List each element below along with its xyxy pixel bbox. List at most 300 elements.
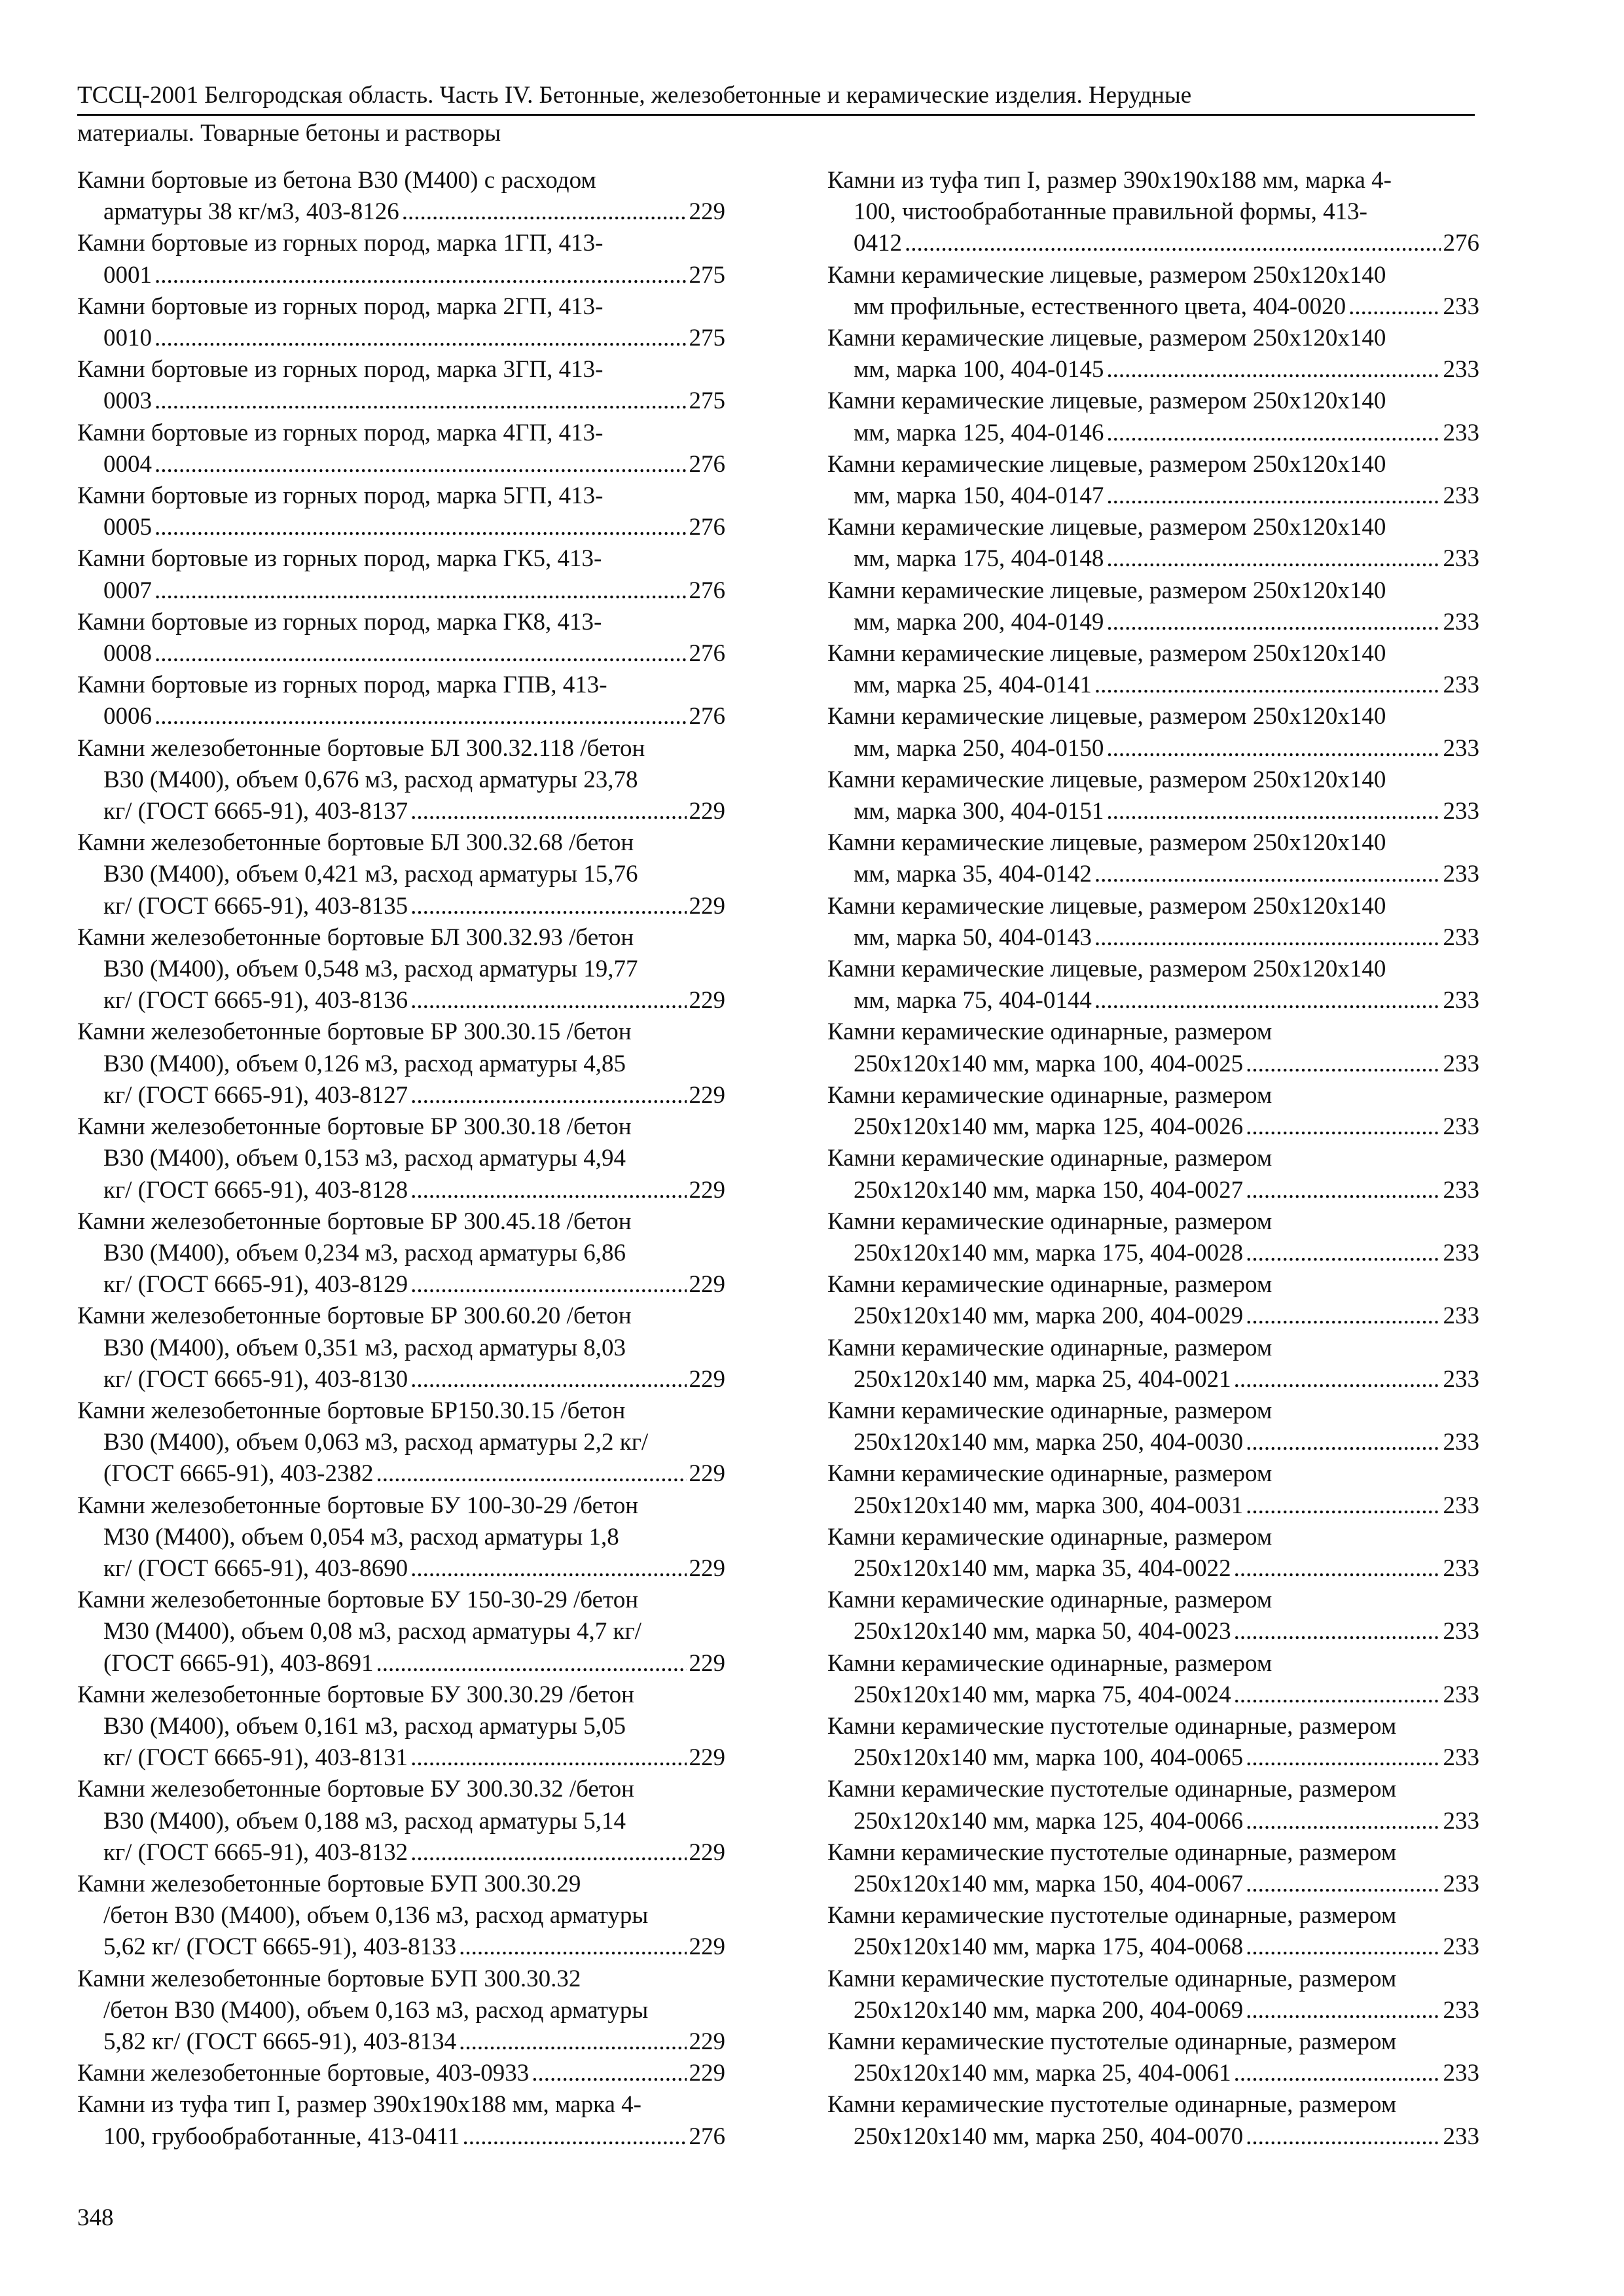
index-entry-code: мм, марка 250, 404-0150 (854, 734, 1104, 762)
index-entry (77, 1206, 725, 1301)
index-entry-last-line (827, 543, 1479, 575)
index-entry (827, 512, 1479, 575)
index-entry-last-line (827, 1175, 1479, 1206)
index-entry (827, 1648, 1479, 1711)
dot-leader (154, 575, 687, 607)
index-entry (827, 891, 1479, 954)
dot-leader (459, 2026, 686, 2058)
dot-leader (1234, 1364, 1441, 1395)
index-entry-line: Камни керамические пустотелые одинарные, размером (827, 2028, 1397, 2055)
dot-leader (1234, 1553, 1441, 1585)
index-entry-last-line (77, 1553, 725, 1585)
index-entry-page: 229 (689, 987, 725, 1014)
index-entry-line: Камни бортовые из бетона В30 (М400) с расходом (77, 167, 596, 194)
dot-leader (1106, 796, 1440, 827)
index-entry (827, 1711, 1479, 1774)
index-entry-code: 0412 (854, 230, 902, 257)
index-entry-page: 233 (1443, 798, 1479, 825)
index-entry-code: 0007 (103, 577, 152, 604)
index-entry-line: В30 (М400), объем 0,421 м3, расход арматуры 15,76 (103, 861, 638, 888)
index-entry-code: 0006 (103, 703, 152, 730)
index-entry-code: мм, марка 100, 404-0145 (854, 356, 1104, 384)
index-entry-page: 233 (1443, 1996, 1479, 2024)
index-entry-line: М30 (М400), объем 0,054 м3, расход арматуры 1,8 (103, 1523, 619, 1551)
index-entry-last-line (77, 1458, 725, 1490)
index-entry (827, 1143, 1479, 1206)
index-entry-last-line (77, 1175, 725, 1206)
index-entry-line: Камни керамические пустотелые одинарные, размером (827, 1902, 1397, 1929)
index-entry-line: Камни железобетонные бортовые БЛ 300.32.68 /бетон (77, 829, 634, 857)
index-entry-page: 229 (689, 2060, 725, 2087)
index-entry (827, 1206, 1479, 1269)
index-entry (827, 323, 1479, 386)
index-entry-line: Камни бортовые из горных пород, марка 3ГП, 413- (77, 356, 604, 384)
index-entry-code: 0008 (103, 640, 152, 668)
index-entry-line: В30 (М400), объем 0,188 м3, расход арматуры 5,14 (103, 1807, 626, 1835)
dot-leader (1106, 418, 1440, 449)
index-entry (77, 670, 725, 732)
index-entry-page: 276 (689, 640, 725, 668)
index-entry-last-line (827, 1490, 1479, 1522)
dot-leader (410, 1080, 686, 1111)
dot-leader (154, 701, 687, 732)
dot-leader (905, 228, 1441, 259)
index-entry-page: 233 (1443, 1050, 1479, 1077)
index-entry-code: арматуры 38 кг/м3, 403-8126 (103, 198, 399, 226)
index-entry-code: 0005 (103, 514, 152, 541)
index-entry (827, 1900, 1479, 1963)
index-entry-last-line (827, 291, 1479, 323)
index-entry-last-line (77, 323, 725, 354)
index-entry (77, 607, 725, 670)
index-entry (77, 228, 725, 291)
index-entry-page: 229 (689, 1554, 725, 1582)
index-entry-code: 0001 (103, 261, 152, 289)
index-entry-line: Камни железобетонные бортовые БУ 100-30-29 /бетон (77, 1492, 639, 1519)
index-entry-last-line (77, 575, 725, 607)
index-entry-page: 229 (689, 1365, 725, 1393)
index-entry-page: 233 (1443, 608, 1479, 636)
index-entry-line: Камни керамические одинарные, размером (827, 1145, 1272, 1172)
index-entry (827, 1395, 1479, 1458)
index-entry-line: Камни железобетонные бортовые БР 300.30.18 /бетон (77, 1113, 632, 1141)
dot-leader (1246, 2121, 1440, 2153)
index-entry (77, 418, 725, 480)
index-entry-page: 233 (1443, 545, 1479, 573)
index-entry-page: 233 (1443, 293, 1479, 320)
index-entry-line: Камни керамические лицевые, размером 250х120х140 (827, 956, 1386, 983)
index-entry (827, 1333, 1479, 1395)
index-entry (827, 1964, 1479, 2026)
index-entry-last-line (827, 1806, 1479, 1837)
index-entry-page: 276 (689, 577, 725, 604)
index-entry-line: Камни железобетонные бортовые БР 300.60.20 /бетон (77, 1302, 632, 1330)
index-entry-code: 250х120х140 мм, марка 25, 404-0021 (854, 1365, 1231, 1393)
dot-leader (154, 638, 687, 670)
index-entry-page: 229 (689, 1081, 725, 1109)
index-entry-code: 0003 (103, 387, 152, 415)
index-entry (827, 1080, 1479, 1143)
index-entry-line: Камни керамические пустотелые одинарные, размером (827, 1776, 1397, 1803)
index-entry-line: Камни керамические лицевые, размером 250х120х140 (827, 829, 1386, 857)
index-entry-line: Камни бортовые из горных пород, марка ГК5, 413- (77, 545, 602, 573)
index-entry-code: 250х120х140 мм, марка 250, 404-0030 (854, 1429, 1244, 1456)
index-entry-line: Камни керамические одинарные, размером (827, 1649, 1272, 1677)
index-entry-line: Камни керамические лицевые, размером 250х120х140 (827, 450, 1386, 478)
index-entry-page: 276 (689, 2123, 725, 2150)
index-entry-code: мм, марка 50, 404-0143 (854, 924, 1092, 951)
index-entry-code: кг/ (ГОСТ 6665-91), 403-8130 (103, 1365, 408, 1393)
index-entry-code: кг/ (ГОСТ 6665-91), 403-8690 (103, 1554, 408, 1582)
index-entry-page: 229 (689, 1839, 725, 1866)
dot-leader (1246, 1238, 1440, 1269)
index-entry-code: 250х120х140 мм, марка 75, 404-0024 (854, 1681, 1231, 1708)
dot-leader (1106, 543, 1440, 575)
dot-leader (410, 985, 686, 1016)
index-entry-line: Камни бортовые из горных пород, марка 5ГП, 413- (77, 482, 604, 510)
index-entry-line: Камни керамические лицевые, размером 250х120х140 (827, 577, 1386, 604)
index-entry (77, 922, 725, 1017)
index-entry (827, 1269, 1479, 1332)
index-entry-last-line (827, 228, 1479, 259)
dot-leader (1234, 1616, 1441, 1647)
dot-leader (532, 2058, 686, 2089)
index-entry-code: 250х120х140 мм, марка 200, 404-0029 (854, 1302, 1244, 1330)
dot-leader (1094, 922, 1441, 954)
index-entry-line: М30 (М400), объем 0,08 м3, расход арматуры 4,7 кг/ (103, 1618, 641, 1645)
index-entry-line: Камни бортовые из горных пород, марка 1ГП, 413- (77, 230, 604, 257)
index-entry-page: 233 (1443, 1681, 1479, 1708)
index-entry-line: Камни керамические лицевые, размером 250х120х140 (827, 766, 1386, 793)
index-entry-last-line (827, 796, 1479, 827)
index-entry-page: 233 (1443, 924, 1479, 951)
index-entry-line: Камни железобетонные бортовые БР 300.45.18 /бетон (77, 1208, 632, 1235)
index-entry-line: В30 (М400), объем 0,126 м3, расход арматуры 4,85 (103, 1050, 626, 1077)
dot-leader (1234, 1679, 1441, 1711)
index-entry-last-line (827, 1364, 1479, 1395)
index-entry (827, 1585, 1479, 1647)
index-entry-page: 229 (689, 892, 725, 920)
index-entry-last-line (77, 2026, 725, 2058)
index-entry (77, 733, 725, 828)
index-entry (77, 1300, 725, 1395)
index-entry-code: 100, грубообработанные, 413-0411 (103, 2123, 460, 2150)
index-entry-code: 250х120х140 мм, марка 100, 404-0065 (854, 1744, 1244, 1772)
dot-leader (410, 1553, 686, 1585)
running-header (77, 80, 1475, 116)
index-entry-code: 250х120х140 мм, марка 125, 404-0066 (854, 1807, 1244, 1835)
index-entry-last-line (827, 1679, 1479, 1711)
index-entry-line: 100, чистообработанные правильной формы, 413- (854, 198, 1367, 226)
index-entry-code: 250х120х140 мм, марка 175, 404-0068 (854, 1933, 1244, 1961)
index-entry-last-line (77, 1837, 725, 1869)
index-entry-page: 233 (1443, 1239, 1479, 1266)
index-entry (77, 1111, 725, 1206)
index-entry-page: 229 (689, 1933, 725, 1961)
index-entry (827, 2089, 1479, 2152)
dot-leader (1246, 1742, 1440, 1774)
index-entry-page: 275 (689, 261, 725, 289)
index-entry-page: 233 (1443, 1365, 1479, 1393)
dot-leader (1094, 859, 1441, 890)
index-entry (77, 2058, 725, 2089)
index-entry-last-line (827, 1553, 1479, 1585)
index-entry-line: Камни керамические лицевые, размером 250х120х140 (827, 387, 1386, 415)
index-entry-code: мм, марка 175, 404-0148 (854, 545, 1104, 573)
index-entry (77, 354, 725, 417)
dot-leader (1094, 670, 1441, 701)
index-entry-last-line (77, 449, 725, 480)
index-entry (827, 2026, 1479, 2089)
index-entry-line: Камни бортовые из горных пород, марка ГК8, 413- (77, 608, 602, 636)
index-entry (827, 1458, 1479, 1521)
index-entry-code: мм, марка 300, 404-0151 (854, 798, 1104, 825)
dot-leader (1246, 1175, 1440, 1206)
dot-leader (402, 196, 687, 228)
index-entry (827, 575, 1479, 638)
index-entry-line: Камни железобетонные бортовые БУ 300.30.29 /бетон (77, 1681, 634, 1708)
index-entry-last-line (77, 512, 725, 543)
index-entry-code: 250х120х140 мм, марка 125, 404-0026 (854, 1113, 1244, 1141)
index-entry-page: 229 (689, 1176, 725, 1204)
index-entry-page: 233 (1443, 672, 1479, 699)
index-entry-line: /бетон В30 (М400), объем 0,136 м3, расход арматуры (103, 1902, 649, 1929)
index-entry-last-line (827, 733, 1479, 764)
index-entry (77, 1679, 725, 1774)
index-entry-page: 229 (689, 198, 725, 226)
dot-leader (1234, 2058, 1441, 2089)
index-entry-line: Камни железобетонные бортовые БУ 300.30.32 /бетон (77, 1776, 634, 1803)
index-entry-code: кг/ (ГОСТ 6665-91), 403-8135 (103, 892, 408, 920)
index-entry-line: Камни железобетонные бортовые БЛ 300.32.118 /бетон (77, 734, 645, 762)
dot-leader (1106, 607, 1440, 638)
index-entry-page: 233 (1443, 2123, 1479, 2150)
dot-leader (1106, 480, 1440, 512)
index-entry-last-line (827, 985, 1479, 1016)
index-entry-last-line (77, 985, 725, 1016)
dot-leader (154, 449, 687, 480)
index-entry-page: 276 (689, 514, 725, 541)
dot-leader (459, 1931, 686, 1963)
index-entry-last-line (77, 1742, 725, 1774)
index-entry-page: 233 (1443, 1113, 1479, 1141)
dot-leader (376, 1458, 686, 1490)
index-entry-line: Камни из туфа тип I, размер 390х190х188 мм, марка 4- (827, 167, 1392, 194)
index-entry-code: (ГОСТ 6665-91), 403-8691 (103, 1649, 374, 1677)
page-number: 348 (77, 2204, 114, 2231)
dot-leader (410, 891, 686, 922)
index-entry-line: Камни керамические одинарные, размером (827, 1334, 1272, 1361)
index-entry-page: 233 (1443, 356, 1479, 384)
index-entry (827, 1837, 1479, 1900)
index-entry (827, 1522, 1479, 1585)
index-entry (827, 165, 1479, 260)
index-entry-page: 275 (689, 387, 725, 415)
index-entry-last-line (77, 260, 725, 291)
index-entry-line: В30 (М400), объем 0,063 м3, расход арматуры 2,2 кг/ (103, 1429, 649, 1456)
index-entry-code: мм, марка 125, 404-0146 (854, 419, 1104, 446)
index-entry (827, 701, 1479, 764)
header-title-line1: ТССЦ-2001 Белгородская область. Часть IV. Бетонные, железобетонные и керамические изделия. Нерудные (77, 82, 1192, 109)
index-entry (77, 1964, 725, 2058)
index-entry-code: мм, марка 35, 404-0142 (854, 861, 1092, 888)
index-entry (827, 1774, 1479, 1837)
index-entry (77, 1774, 725, 1869)
index-entry-page: 229 (689, 798, 725, 825)
index-entry (77, 1490, 725, 1585)
index-entry-code: мм, марка 75, 404-0144 (854, 987, 1092, 1014)
index-entry-last-line (827, 354, 1479, 386)
dot-leader (410, 796, 686, 827)
index-entry-code: 250х120х140 мм, марка 250, 404-0070 (854, 2123, 1244, 2150)
dot-leader (1246, 1869, 1440, 1900)
index-entry-line: Камни керамические пустотелые одинарные, размером (827, 1965, 1397, 1992)
index-entry-code: мм, марка 200, 404-0149 (854, 608, 1104, 636)
index-entry-code: 250х120х140 мм, марка 100, 404-0025 (854, 1050, 1244, 1077)
index-entry-line: В30 (М400), объем 0,548 м3, расход арматуры 19,77 (103, 956, 638, 983)
dot-leader (1246, 1300, 1440, 1332)
index-entry-code: кг/ (ГОСТ 6665-91), 403-8132 (103, 1839, 408, 1866)
index-entry-line: Камни железобетонные бортовые БУП 300.30.32 (77, 1965, 581, 1992)
index-entry-last-line (77, 386, 725, 417)
index-entry (77, 1395, 725, 1490)
index-entry (77, 2089, 725, 2152)
index-entry-code: Камни железобетонные бортовые, 403-0933 (77, 2060, 530, 2087)
index-entry-code: кг/ (ГОСТ 6665-91), 403-8127 (103, 1081, 408, 1109)
dot-leader (154, 323, 687, 354)
index-entry-code: кг/ (ГОСТ 6665-91), 403-8131 (103, 1744, 408, 1772)
index-entry (827, 764, 1479, 827)
index-entry-code: 5,62 кг/ (ГОСТ 6665-91), 403-8133 (103, 1933, 457, 1961)
dot-leader (154, 512, 687, 543)
index-column-left (77, 165, 725, 2153)
dot-leader (1246, 1049, 1440, 1080)
index-entry-line: Камни железобетонные бортовые БР150.30.15 /бетон (77, 1397, 626, 1424)
dot-leader (376, 1648, 686, 1679)
index-entry-page: 233 (1443, 1554, 1479, 1582)
index-entry-last-line (77, 1931, 725, 1963)
index-entry-page: 233 (1443, 2060, 1479, 2087)
index-entry-code: кг/ (ГОСТ 6665-91), 403-8136 (103, 987, 408, 1014)
index-entry-code: мм профильные, естественного цвета, 404-0020 (854, 293, 1346, 320)
index-entry-page: 233 (1443, 1807, 1479, 1835)
index-entry-line: Камни бортовые из горных пород, марка ГПВ, 413- (77, 672, 607, 699)
dot-leader (410, 1837, 686, 1869)
index-entry (77, 165, 725, 228)
dot-leader (1106, 733, 1440, 764)
dot-leader (410, 1175, 686, 1206)
index-entry-code: 0004 (103, 450, 152, 478)
index-entry-line: Камни керамические пустотелые одинарные, размером (827, 1712, 1397, 1740)
index-entry-code: кг/ (ГОСТ 6665-91), 403-8137 (103, 798, 408, 825)
dot-leader (154, 386, 687, 417)
index-entry-last-line (827, 1049, 1479, 1080)
index-entry-page: 229 (689, 2028, 725, 2055)
index-entry (827, 449, 1479, 512)
index-entry-line: Камни железобетонные бортовые БЛ 300.32.93 /бетон (77, 924, 634, 951)
index-entry-last-line (827, 1300, 1479, 1332)
index-entry (77, 1869, 725, 1964)
index-entry-line: Камни керамические одинарные, размером (827, 1460, 1272, 1488)
index-entry-last-line (827, 1869, 1479, 1900)
index-entry-last-line (77, 1269, 725, 1300)
index-entry-last-line (827, 1427, 1479, 1458)
index-entry-line: Камни керамические пустотелые одинарные, размером (827, 1839, 1397, 1866)
index-entry-code: 250х120х140 мм, марка 200, 404-0069 (854, 1996, 1244, 2024)
index-entry-line: Камни из туфа тип I, размер 390х190х188 мм, марка 4- (77, 2091, 641, 2119)
index-entry-page: 276 (689, 703, 725, 730)
index-entry-code: кг/ (ГОСТ 6665-91), 403-8129 (103, 1271, 408, 1299)
index-entry-line: Камни железобетонные бортовые БУП 300.30.29 (77, 1870, 581, 1897)
index-entry (827, 954, 1479, 1016)
index-entry-code: 250х120х140 мм, марка 25, 404-0061 (854, 2060, 1231, 2087)
index-entry (827, 260, 1479, 323)
index-entry-page: 233 (1443, 482, 1479, 510)
index-entry-last-line (827, 2121, 1479, 2153)
index-entry-page: 233 (1443, 1302, 1479, 1330)
index-entry-code: 250х120х140 мм, марка 50, 404-0023 (854, 1618, 1231, 1645)
index-entry-last-line (827, 859, 1479, 890)
index-entry-line: Камни керамические лицевые, размером 250х120х140 (827, 640, 1386, 668)
dot-leader (154, 260, 687, 291)
index-entry-last-line (827, 607, 1479, 638)
dot-leader (1348, 291, 1440, 323)
index-entry-last-line (827, 922, 1479, 954)
dot-leader (1246, 1427, 1440, 1458)
index-entry-line: Камни бортовые из горных пород, марка 4ГП, 413- (77, 419, 604, 446)
index-entry (827, 386, 1479, 448)
index-entry (827, 638, 1479, 701)
index-entry-last-line (77, 891, 725, 922)
index-entry-line: Камни керамические пустотелые одинарные, размером (827, 2091, 1397, 2119)
dot-leader (1106, 354, 1440, 386)
index-entry-line: В30 (М400), объем 0,676 м3, расход арматуры 23,78 (103, 766, 638, 793)
index-entry-last-line (77, 701, 725, 732)
index-entry-line: В30 (М400), объем 0,351 м3, расход арматуры 8,03 (103, 1334, 626, 1361)
index-entry (77, 1016, 725, 1111)
index-entry-code: 0010 (103, 325, 152, 352)
index-entry (77, 1585, 725, 1679)
index-entry-last-line (827, 670, 1479, 701)
dot-leader (410, 1269, 686, 1300)
dot-leader (1246, 1490, 1440, 1522)
index-entry-page: 233 (1443, 1429, 1479, 1456)
index-entry-page: 275 (689, 325, 725, 352)
index-entry-code: 250х120х140 мм, марка 150, 404-0067 (854, 1870, 1244, 1897)
index-entry-code: (ГОСТ 6665-91), 403-2382 (103, 1460, 374, 1488)
index-entry-page: 233 (1443, 861, 1479, 888)
index-entry-last-line (827, 1931, 1479, 1963)
index-entry-page: 233 (1443, 1492, 1479, 1519)
index-entry-code: 250х120х140 мм, марка 35, 404-0022 (854, 1554, 1231, 1582)
index-entry (77, 827, 725, 922)
index-entry-line: Камни керамические лицевые, размером 250х120х140 (827, 325, 1386, 352)
index-entry (77, 291, 725, 354)
index-entry-code: 250х120х140 мм, марка 300, 404-0031 (854, 1492, 1244, 1519)
index-entry-last-line (77, 2058, 725, 2089)
index-entry-last-line (827, 1995, 1479, 2026)
index-entry-page: 276 (1443, 230, 1479, 257)
index-entry-page: 276 (689, 450, 725, 478)
index-entry-code: 250х120х140 мм, марка 150, 404-0027 (854, 1176, 1244, 1204)
index-entry-code: мм, марка 25, 404-0141 (854, 672, 1092, 699)
index-entry-line: Камни железобетонные бортовые БР 300.30.15 /бетон (77, 1018, 632, 1046)
dot-leader (463, 2121, 687, 2153)
index-entry-page: 233 (1443, 1933, 1479, 1961)
running-header-continued (77, 118, 1475, 149)
index-entry-line: Камни керамические одинарные, размером (827, 1523, 1272, 1551)
index-entry-line: В30 (М400), объем 0,161 м3, расход арматуры 5,05 (103, 1712, 626, 1740)
